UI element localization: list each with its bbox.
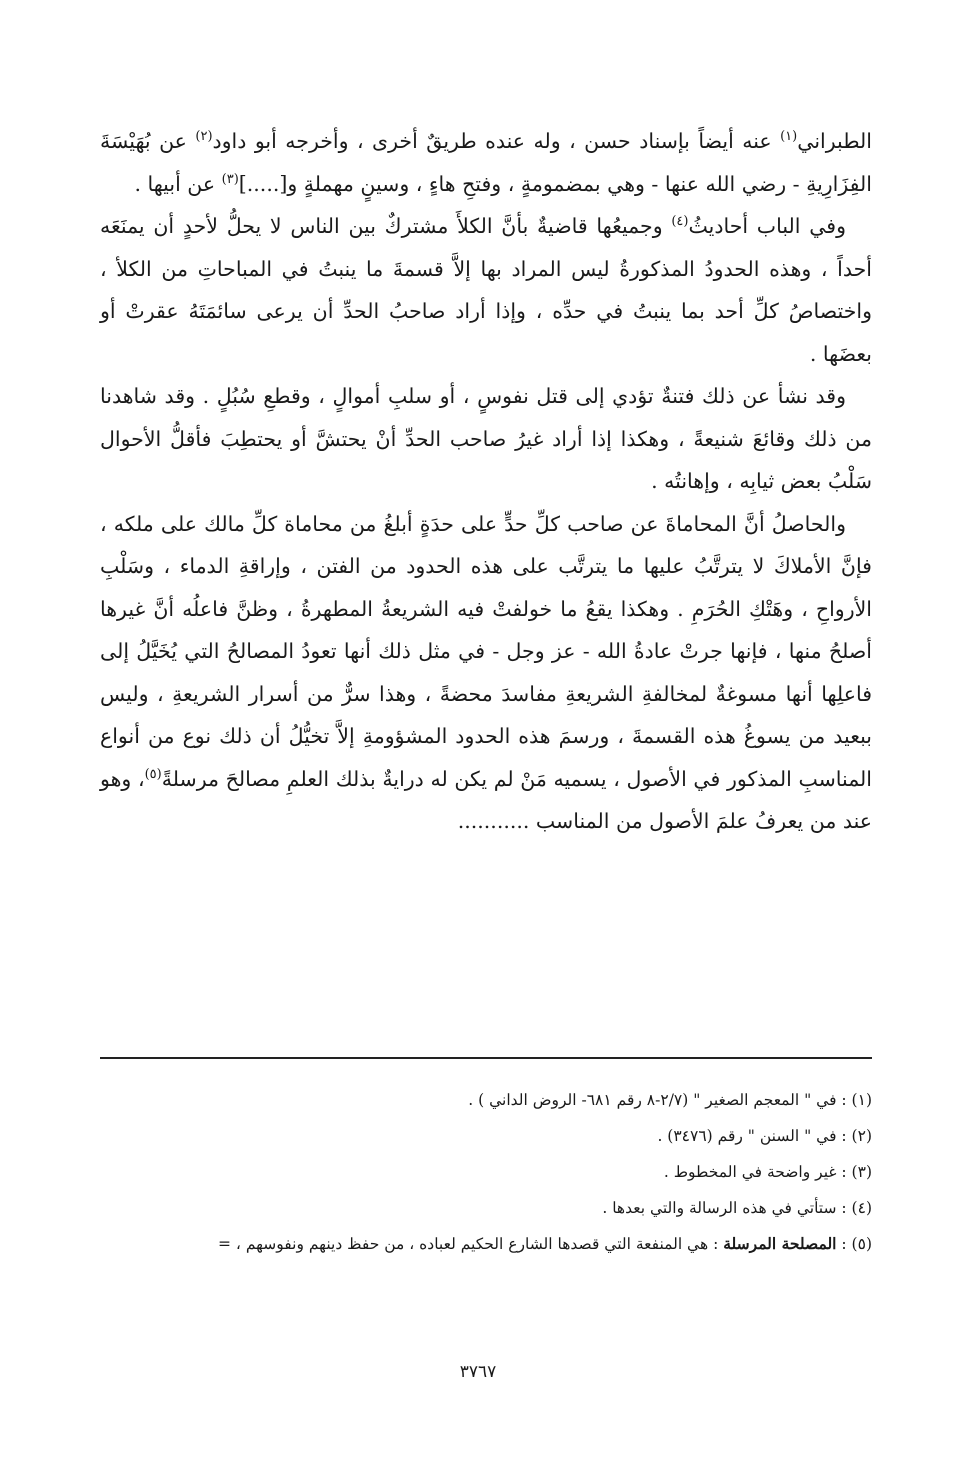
text-run: وفي الباب أحاديثُ xyxy=(688,214,846,238)
main-text xyxy=(100,120,872,843)
paragraph-4 xyxy=(100,503,872,843)
footnote-number: (٥) : xyxy=(836,1235,872,1253)
footnote-ref-5[interactable]: (٥) xyxy=(144,766,162,782)
footnote-ref-1[interactable]: (١) xyxy=(780,129,798,145)
page-body xyxy=(100,120,872,843)
text-run: الطبراني xyxy=(797,129,872,153)
paragraph-3: وقد نشأ عن ذلك فتنةٌ تؤدي إلى قتل نفوسٍ ، أو سلبِ أموالٍ ، وقطعِ سُبُلٍ . وقد شاهدنا من ذلك وقائعَ شنيعةً ، وهكذا إذا أراد غيرُ صاحب الحدِّ أنْ يحتشَّ أو يحتطِبَ فأقلُّ الأحوال سَلْبُ بعض ثيابِه ، وإهانتُه . xyxy=(100,384,872,493)
page-number: ٣٧٦٧ xyxy=(459,1362,497,1382)
text-run: ، وهو عند من يعرفُ علمَ الأصول من المناسب ........... xyxy=(100,766,872,833)
text-run: عن أبيها . xyxy=(134,171,222,196)
footnote-divider xyxy=(100,1057,872,1059)
footnote-4: (٤) : ستأتي في هذه الرسالة والتي بعدها . xyxy=(602,1199,872,1217)
footnotes xyxy=(100,1082,872,1262)
paragraph-2 xyxy=(100,205,872,375)
text-run: والحاصلُ أنَّ المحاماةَ عن صاحب كلِّ حدٍّ على حدَةٍ أبلغُ من محاماة كلِّ مالك على ملكه ، فإنَّ الأملاكَ لا يترتَّبُ عليها ما يترتَّب على هذه الحدود من الفتن ، وإراقةِ الدماء ، وسَلْبِ الأرواحِ ، وهَتْكِ الحُرَمِ . وهكذا يقعُ ما خولفتْ فيه الشريعةُ المطهرةُ ، وظنَّ فاعلُه أنَّ غيرها أصلحُ منها ، فإنها جرتْ عادةُ الله - عز وجل - في مثل ذلك أنها تعودُ المصالحُ التي يُخَيَّلُ إلى فاعلِها أنها مسوغةٌ لمخالفةِ الشريعةِ مفاسدَ محضةً ، وهذا سرٌّ من أسرار الشريعةِ ، وليس ببعيد من يسوغُ هذه القسمةَ ، ورسمَ هذه الحدود المشؤومةِ إلاَّ تخيُّلُ أن ذلك نوع من أنواع المناسبِ المذكور في الأصول ، يسميه مَنْ لم يكن له درايةٌ بذلك العلمِ مصالحَ مرسلةً xyxy=(100,511,872,791)
text-run: عنه أيضاً بإسناد حسن ، وله عنده طريقٌ أخرى ، وأخرجه أبو داود xyxy=(212,129,781,153)
text-run: وجميعُها قاضيةٌ بأنَّ الكلأَ مشتركٌ بين الناس لا يحلُّ لأحدٍ أن يمنَعَه أحداً ، وهذه الحدودُ المذكورةُ ليس المراد بها إلاَّ قسمةَ ما ينبتُ في المباحاتِ من الكلأ ، واختصاصُ كلِّ أحد بما ينبتُ في حدِّه ، وإذا أراد صاحبُ الحدِّ أن يرعى سائمَتَهُ عقرتْ أو بعضَها . xyxy=(100,214,872,366)
footnote-5 xyxy=(100,1226,872,1262)
footnote-term: المصلحة المرسلة xyxy=(723,1234,837,1253)
paragraph-1 xyxy=(100,120,872,205)
footnote-3: (٣) : غير واضحة في المخطوط . xyxy=(663,1163,872,1181)
footnote-ref-3[interactable]: (٣) xyxy=(221,171,239,187)
footnote-2: (٢) : في " السنن " رقم (٣٤٧٦) . xyxy=(657,1127,872,1145)
footnote-1: (١) : في " المعجم الصغير " (٢/٧-٨ رقم ٦٨١- الروض الداني ) . xyxy=(468,1091,872,1109)
footnote-ref-2[interactable]: (٢) xyxy=(195,129,213,145)
footnote-text: : هي المنفعة التي قصدها الشارع الحكيم لعباده ، من حفظ دينهم ونفوسهم ، = xyxy=(218,1235,724,1253)
text-run: عن بُهَيْسَةَ الفِزَارِيةِ - رضي الله عنها - وهي بمضمومةٍ ، وفتحِ هاءٍ ، وسينٍ مهملةٍ و[.....] xyxy=(100,129,872,196)
footnote-ref-4[interactable]: (٤) xyxy=(671,214,689,230)
